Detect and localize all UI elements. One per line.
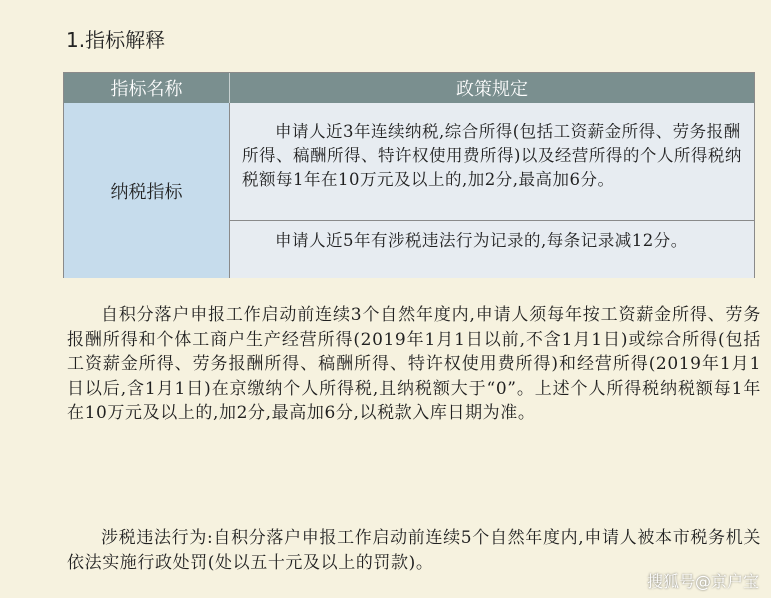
policy-cell: 申请人近3年连续纳税,综合所得(包括工资薪金所得、劳务报酬所得、稿酬所得、特许权使用费所得)以及经营所得的个人所得税纳税额每1年在10万元及以上的,加2分,最高加6分。 [230, 103, 754, 221]
section-title: 1.指标解释 [66, 28, 166, 52]
indicator-name-cell: 纳税指标 [64, 103, 230, 278]
header-policy: 政策规定 [456, 79, 528, 100]
body-paragraph: 涉税违法行为:自积分落户申报工作启动前连续5个自然年度内,申请人被本市税务机关依法实施行政处罚(处以五十元及以上的罚款)。 [67, 528, 761, 573]
header-indicator-name: 指标名称 [64, 73, 230, 103]
watermark-logo: 搜狐号@京户宝 [646, 572, 759, 591]
body-paragraph: 自积分落户申报工作启动前连续3个自然年度内,申请人须每年按工资薪金所得、劳务报酬所得和个体工商户生产经营所得(2019年1月1日以前,不含1月1日)或综合所得(包括工资薪金所得、劳务报酬所得、稿酬所得、特许权使用费所得)和经营所得(2019年1月1日以后,含1月1日)在京缴纳个人所得税,且纳税额大于“0”。上述个人所得税纳税额每1年在10万元及以上的,加2分,最高加6分,以税款入库日期为准。 [67, 305, 761, 423]
indicator-table [63, 72, 755, 278]
table-header [64, 73, 754, 103]
policy-cell: 申请人近5年有涉税违法行为记录的,每条记录减12分。 [230, 221, 754, 278]
